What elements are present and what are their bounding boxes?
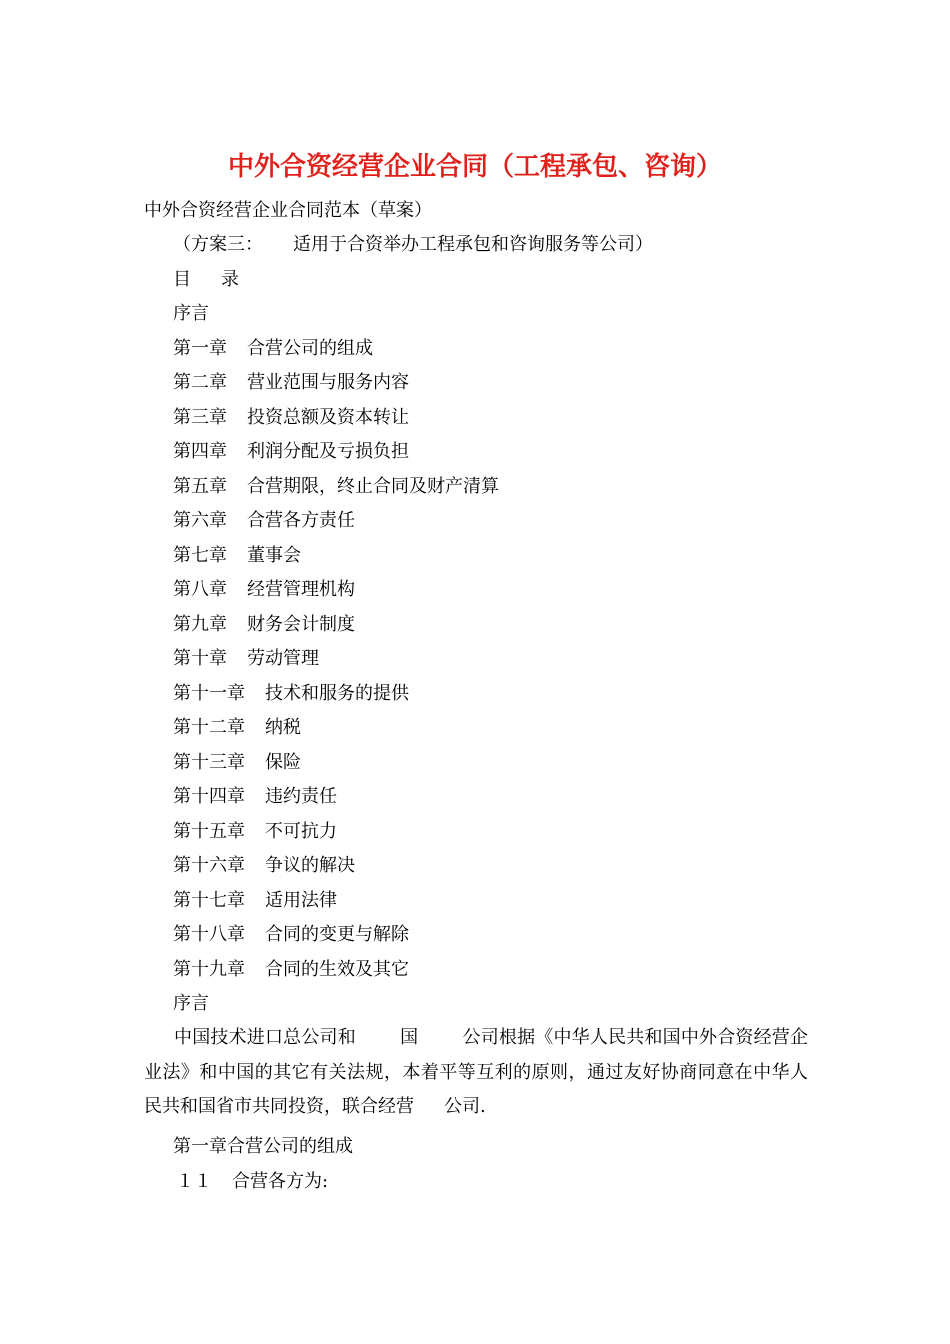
- toc-item: 第十三章 保险: [173, 752, 301, 773]
- scheme-label: （方案三：: [173, 234, 263, 255]
- toc-item: 第六章 合营各方责任: [173, 510, 355, 531]
- toc-item: 第九章 财务会计制度: [173, 614, 355, 635]
- toc-item: 第十章 劳动管理: [173, 648, 319, 669]
- toc-item: 第七章 董事会: [173, 545, 301, 566]
- page-title: 中外合资经营企业合同（工程承包、咨询）: [227, 152, 722, 182]
- preface-heading: 序言: [173, 993, 209, 1014]
- chapter-1-heading: 第一章合营公司的组成: [173, 1136, 353, 1157]
- toc-item: 第五章 合营期限，终止合同及财产清算: [173, 476, 499, 497]
- scheme-note: [173, 232, 653, 258]
- toc-item: 第十八章 合同的变更与解除: [173, 924, 409, 945]
- toc-preface: 序言: [173, 303, 209, 324]
- toc-item: 第十五章 不可抗力: [173, 821, 337, 842]
- clause-1-1: [176, 1169, 328, 1195]
- clause-text: 合营各方为:: [232, 1171, 329, 1192]
- toc-heading: 目 录: [173, 269, 239, 290]
- toc-item: 第二章 营业范围与服务内容: [173, 372, 409, 393]
- toc-item: 第三章 投资总额及资本转让: [173, 407, 409, 428]
- toc-item: 第十二章 纳税: [173, 717, 301, 738]
- clause-number: １１: [176, 1171, 212, 1192]
- toc-item: 第四章 利润分配及亏损负担: [173, 441, 409, 462]
- scheme-text: 适用于合资举办工程承包和咨询服务等公司）: [293, 234, 653, 255]
- toc-item: 第十七章 适用法律: [173, 890, 337, 911]
- document-subtitle: 中外合资经营企业合同范本（草案）: [144, 200, 432, 221]
- toc-item: 第十九章 合同的生效及其它: [173, 959, 409, 980]
- toc-item: 第十四章 违约责任: [173, 786, 337, 807]
- toc-item: 第一章 合营公司的组成: [173, 338, 373, 359]
- preface-paragraph: 中国技术进口总公司和 国 公司根据《中华人民共和国中外合资经营企业法》和中国的其它有关法规，本着平等互利的原则，通过友好协商同意在中华人民共和国省市共同投资，联合经营 公司.: [144, 1027, 809, 1117]
- toc-item: 第十一章 技术和服务的提供: [173, 683, 409, 704]
- toc-item: 第十六章 争议的解决: [173, 855, 355, 876]
- toc-item: 第八章 经营管理机构: [173, 579, 355, 600]
